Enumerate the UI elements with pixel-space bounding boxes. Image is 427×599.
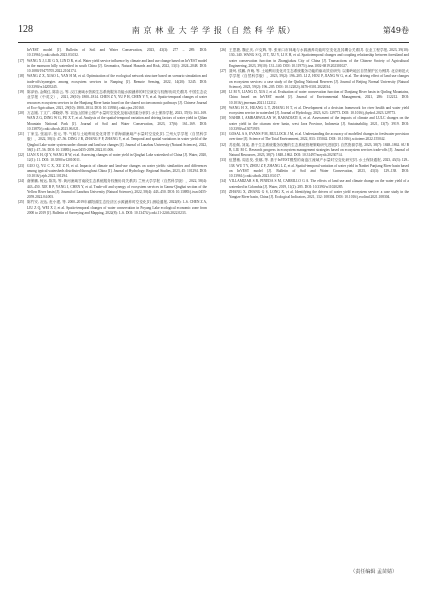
reference-text: NAHIB I, AMBARWULAN W, RAHADIATI A, et al. Assessment of the impacts of climate and LULC changes on the water yield in the citarum river basin, west Java Province, Indonesia [J]. Sustainability, 2021, 13(7): 3919. DOI: 10.3390/su13073919. (229, 116, 409, 131)
reference-number: [33] (220, 158, 226, 163)
reference-text: InVEST model [J]. Bulletin of Soil and Water Conservation, 2023, 43(3): 277 – 289. DOI: 10.13961/j.cnki.stbctb.2023.03.032. (27, 48, 207, 58)
references-body (18, 48, 409, 583)
reference-text: ZHANG X, ZHANG G S, LONG X, et al. Identifying the drivers of water yield ecosystem service: a case study in the Yangtze River basin, China [J]. Ecological Indicators, 2021, 132: 108304. DOI: 10.1016/j.ecolind.2021.108304. (229, 189, 409, 199)
reference-number: [20] (18, 111, 24, 115)
reference-number: [35] (220, 189, 226, 194)
reference-entry (220, 143, 409, 159)
reference-text: 谢保鹏, 杨运, 陈英, 等. 黄河流域甘南段生态系统服务权衡协同关系[J]. 兰州大学学报（自然科学版），2022, 58(4): 443–450. XIE B P, YANG J, CHEN Y, et al. Trade-off and synergy of ecosystem services in Gansu-Qinghai section of the Yellow River basin [J]. Journal of Lanzhou University (Natural Sciences), 2022, 58(4): 443–450. DOI: 10.13885/j.issn.0455-2059.2022.04.003. (27, 179, 207, 199)
reference-entry (18, 200, 207, 216)
journal-title: 南 京 林 业 大 学 学 报（自 然 科 学 版） (131, 26, 296, 35)
reference-entry (18, 48, 207, 59)
reference-number: [23] (18, 163, 24, 168)
reference-text: LIAN X H, QI Y, WANG H W, et al. Assessing changes of water yield in Qinghai Lake watershed of China [J]. Water, 2020, 12(1): 11. DOI: 10.3390/w12010011. (27, 153, 207, 163)
reference-entry (220, 132, 409, 143)
reference-number: [25] (18, 200, 24, 205)
reference-text: WANG Z X, XIAO L, YAN H M, et al. Optimisation of the ecological network structure based on scenario simulation and trade-offs/synergies among ecosystem services in Nanping [J]. Remote Sensing, 2022, 14(20): 5245. DOI: 10.3390/rs14205245. (27, 74, 207, 89)
reference-number: [34] (220, 179, 226, 184)
reference-number (18, 48, 27, 59)
reference-text: GOSAL A S, EVANS P M, BULLOCK J M, et al. Understanding the accuracy of modelled changes in freshwater provision over time [J]. Science of The Total Environment, 2022, 833: 155042. DOI: 10.1016/j.scitotenv.2022.155042. (229, 132, 409, 142)
reference-entry (220, 116, 409, 132)
reference-entry (220, 90, 409, 106)
reference-number: [22] (18, 153, 24, 157)
reference-text: 陈竹安, 况达, 危小建, 等. 2000–2019年鄱阳湖生态经济区水源涵养时空变化[J]. 测绘通报, 2022(8): 1–6. CHEN Z A, LIU Z Q, WEI X J, et al. Spatio-temporal changes of water conservation in Poyang Lake ecological economic zone from 2000 to 2019 [J]. Bulletin of Surveying and Mapping, 2022(8): 1–6. DOI: 10.13474/j.cnki.11-2246.2022.0233. (27, 200, 207, 215)
volume-label: 第49卷 (382, 26, 409, 35)
reference-number: [19] (18, 90, 24, 94)
reference-text: 聂珂, 侯鹏, 肖萌, 等. 土地利用变化对生态系统服务功能的驱动效应研究: 以秦岭地区自然保护区为例[J]. 北京师范大学学报（自然科学版），2023, 59(2): 196–205. LI Z, HOU P, JIANG W G, et al. The driving effect of land use changes on ecosystem services: a case study of the Qinling National Reserves [J]. Journal of Beijing Normal University (Natural Science), 2023, 59(2): 196–205. DOI: 10.12202/j.0476-0301.2022034. (229, 69, 409, 89)
reference-text: 丁家宝, 张福平, 张元, 等. 气候与土地利用变化背景下青海湖流域产水量时空变化[J]. 兰州大学学报（自然科学版），2022, 58(1): 47–56. DING J B, ZHANG F P, ZHANG Y, et al. Temporal and spatial variations in water yield of the Qinghai Lake water system under climate and land use changes [J]. Journal of Lanzhou University (Natural Sciences), 2022, 58(1): 47–56. DOI: 10.13885/j.issn.0455-2059.2022.01.006. (27, 132, 207, 152)
reference-text: WANG H X, HUANG L T, ZHANG H T, et al. Development of a decision framework for river health and water yield ecosystem service in watershed [J]. Journal of Hydrology, 2023, 623: 129773. DOI: 10.1016/j.jhydrol.2023.129773. (229, 105, 409, 115)
references-right-column (220, 48, 409, 583)
responsible-editor: （责任编辑 孟苗婧） (350, 569, 397, 575)
reference-number: [17] (18, 58, 24, 63)
reference-text: LI M Y, LIANG D, XIA J, et al. Evaluation of water conservation function of Danjiang River basin in Qinling Mountains, China based on InVEST model [J]. Journal of Environmental Management, 2021, 286: 112212. DOI: 10.1016/j.jenvman.2021.112212. (229, 90, 409, 105)
running-header (18, 22, 409, 43)
reference-entry (220, 106, 409, 117)
reference-entry (220, 48, 409, 69)
reference-text: 伍慧敏, 周忠发, 张娜, 等. 基于InVEST模型的南盘江流域产水量时空变化研究[J]. 水土保持通报, 2023, 43(3): 129–138. WU T Y, ZHOU Z F, ZHANG L Z, et al. Spatial-temporal variation of water yield in Nanbei Panjiang River basin based on InVEST model [J]. Bulletin of Soil and Water Conservation, 2023, 43(3): 129–138. DOI: 10.13961/j.cnki.stbctb.2023.03.017. (229, 158, 409, 178)
reference-number: [24] (18, 179, 24, 184)
reference-entry (18, 153, 207, 164)
reference-text: GUO Q, YU C X, XU Z H, et al. Impacts of climate and land-use changes on water yields: similarities and differences among typical watersheds distributed throughout China [J]. Journal of Hydrology: Regional Studies, 2023, 45: 101294. DOI: 10.1016/j.ejrh.2022.101294. (27, 163, 207, 178)
reference-number: [29] (220, 105, 226, 110)
reference-text: VILLAMIZAR S R, PINEDA S M, CARRILLO G A. The effects of land use and climate change on the water yield of a watershed in Colombia [J]. Water, 2019, 11(2): 285. DOI: 10.3390/w11020285. (229, 179, 409, 189)
reference-entry (18, 59, 207, 75)
reference-number: [21] (18, 132, 24, 136)
reference-entry (18, 164, 207, 180)
reference-entry (18, 74, 207, 90)
reference-number: [31] (220, 132, 226, 136)
reference-number: [27] (220, 69, 226, 73)
reference-entry (18, 179, 207, 200)
reference-entry (220, 190, 409, 201)
reference-entry (220, 158, 409, 179)
reference-text: 王思捷, 魏正庆, 卢克辉, 等. 张家口市林地与水源涵养功能时空变化及其耦合关系[J]. 农业工程学报, 2023, 39(10): 130–140. WANG S Q, JI T, XU Y, LI E H, et al. Spatiotemporal changes and coupling relationship between forestland and water conservation function in Zhangjiakou City of China [J]. Transactions of the Chinese Society of Agricultural Engineering, 2023, 39(10): 131–140. DOI: 10.11975/j.issn.1002-6819.202301027. (229, 48, 409, 68)
references-left-column (18, 48, 207, 583)
reference-text: WANG X J, LIU G X, LIN D R, et al. Water yield service influence by climate and land use change based on InVEST model in the monsoon hilly watershed in south China [J]. Geomatics, Natural Hazards and Risk, 2022, 13(1): 2024–2048. DOI: 10.1080/19475705.2022.2104174. (27, 58, 207, 73)
page-number: 128 (18, 24, 33, 35)
reference-number: [26] (220, 48, 226, 52)
reference-number: [30] (220, 116, 226, 121)
reference-text: 万志刚, 丁文广, 谭晓婷, 等. 祁连山国家公园产水量时空变化及驱动因素分析[J]. 水土保持学报, 2023, 37(6): 161–169. WAN Z G, DING W G, PU X T, et al. Analysis of the spatial-temporal variation and driving factors of water yield in Qilian Mountain National Park [J]. Journal of Soil and Water Conservation, 2023, 37(6): 161–169. DOI: 10.13870/j.cnki.stbcxb.2023.06.021. (27, 111, 207, 131)
reference-text: 苏佳佩, 刘某, 基于生态系统服务权衡的生态系统管理策略研究进展[J]. 自然资源学报, 2023, 38(7): 1848–1862. SU B B, LIU M C. Research progress in ecosystem management strategies based on ecosystem services trade-offs [J]. Journal of Natural Resources, 2023, 38(7): 1848–1862. DOI: 10.31497/zrzyxb.20230714. (229, 142, 409, 157)
reference-entry (220, 69, 409, 90)
reference-entry (18, 132, 207, 153)
reference-text: 陈泽怡, 金佩红, 陈彩云, 等. 汉江流域水资源生态系统服务功能水源涵养的时空演变与权衡/协同关系[J]. 中国生态农业学报（中英文），2021, 29(10): 1800–1814. CHEN Z Y, YU P H, CHEN Y Y, et al. Spatio-temporal changes of water resources ecosystem services in the Hanjiang River basin based on the shared socioeconomic pathways [J]. Chinese Journal of Eco-Agriculture, 2021, 29(10): 1800–1814. DOI: 10.13930/j.cnki.cjea.210160. (27, 90, 207, 110)
reference-entry (220, 179, 409, 190)
reference-entry (18, 90, 207, 111)
reference-number: [32] (220, 142, 226, 147)
reference-number: [28] (220, 90, 226, 94)
reference-number: [18] (18, 74, 24, 79)
reference-entry (18, 111, 207, 132)
